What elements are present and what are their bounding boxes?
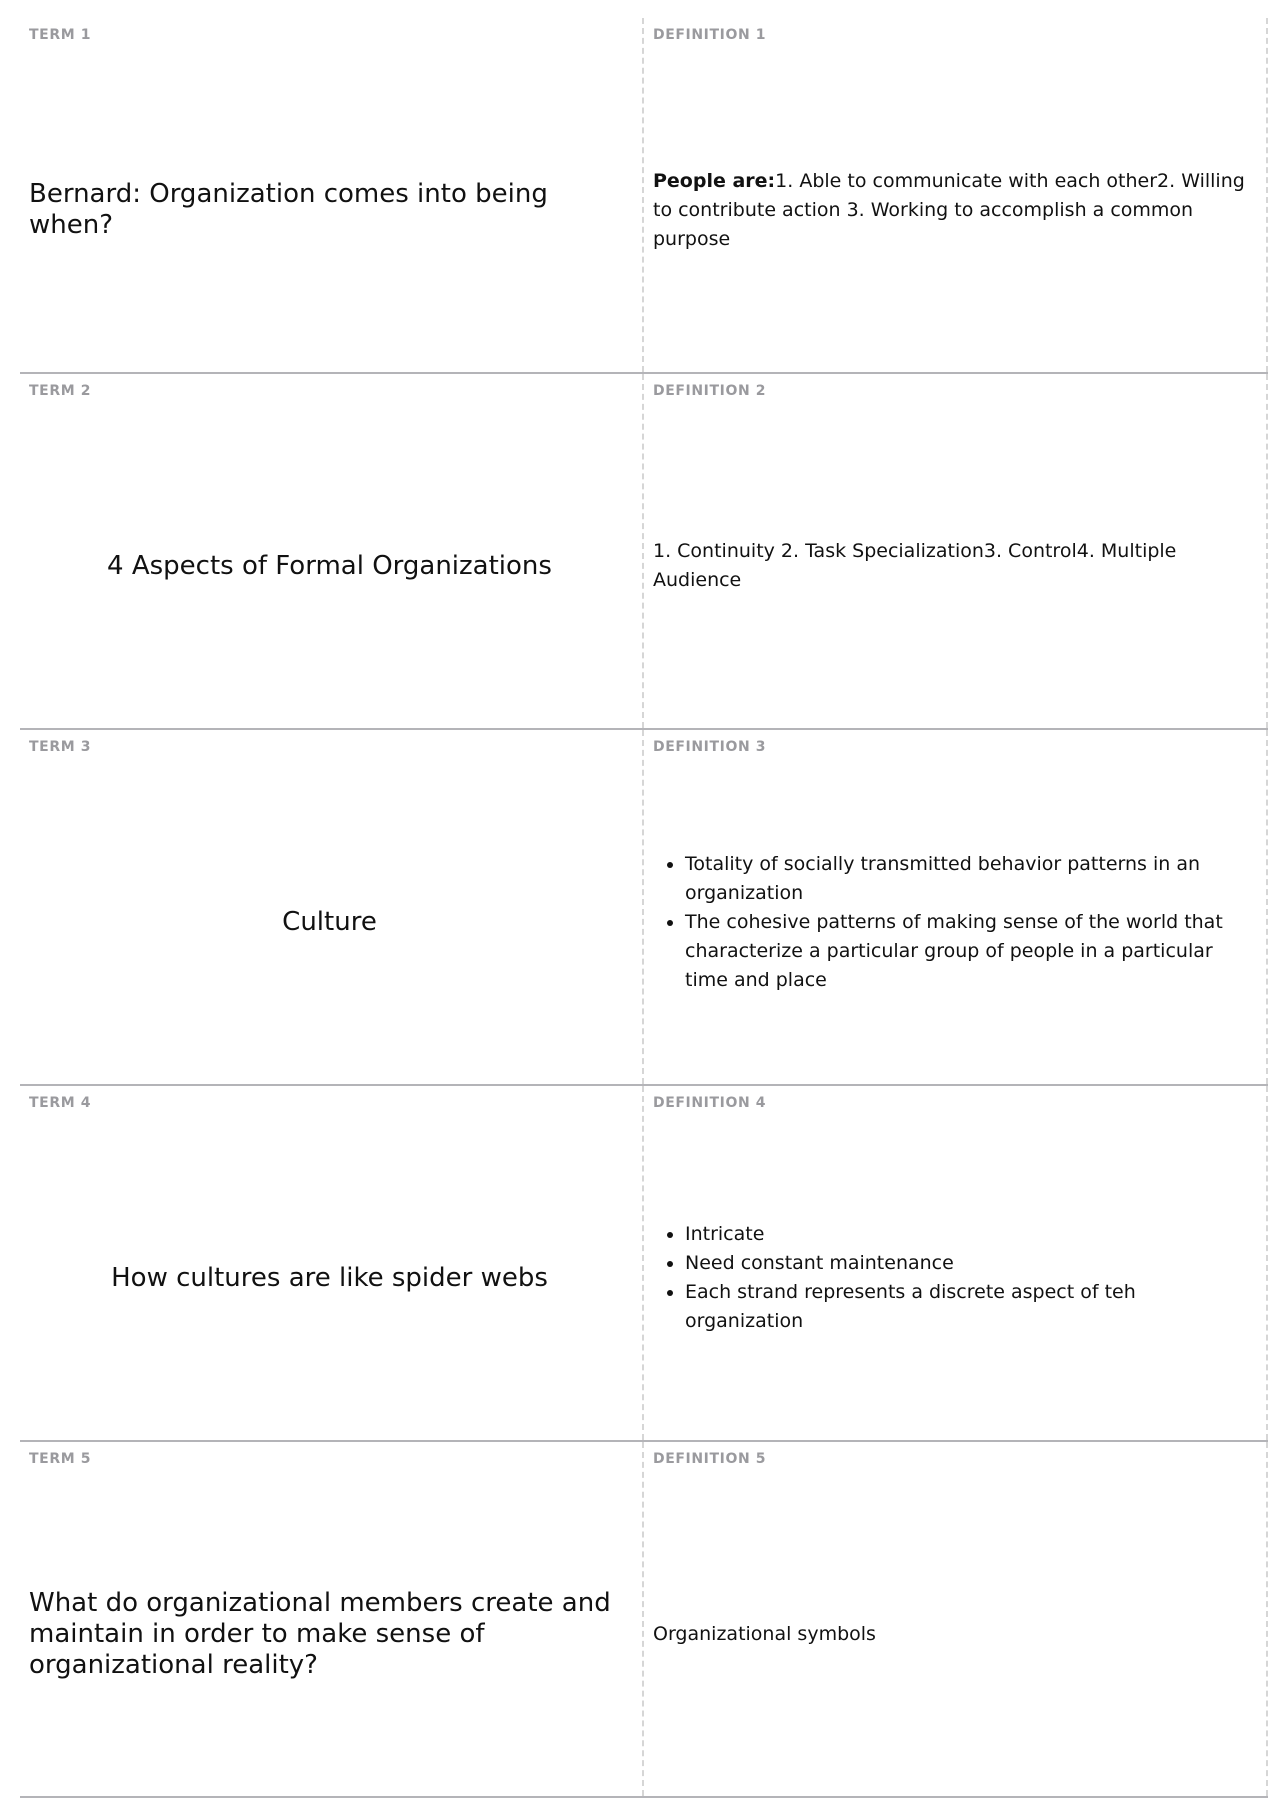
term-cell-4: [20, 1086, 644, 1440]
term-text-container-5: [29, 1482, 630, 1786]
definition-list-item: • The cohesive patterns of making sense of the world that characterize a particular group of people in a particular time and place: [685, 908, 1256, 995]
definition-container-5: [653, 1482, 1256, 1786]
term-text-container-1: [29, 58, 630, 362]
flashcard-row-2: [20, 374, 1268, 730]
definition-label-4: DEFINITION 4: [653, 1095, 767, 1111]
flashcard-row-4: [20, 1086, 1268, 1442]
term-text-5: What do organizational members create and maintain in order to make sense of organizational reality?: [29, 1587, 611, 1680]
term-text-container-4: [29, 1126, 630, 1430]
definition-label-2: DEFINITION 2: [653, 383, 767, 399]
term-label-5: TERM 5: [29, 1451, 92, 1467]
definition-list-4: [653, 1220, 1256, 1336]
flashcard-row-5: [20, 1442, 1268, 1798]
definition-body-1: 1. Able to communicate with each other2. Willing to contribute action 3. Working to accomplish a common purpose: [653, 169, 1245, 250]
definition-bold-prefix-1: People are:: [653, 169, 776, 192]
term-label-2: TERM 2: [29, 383, 92, 399]
definition-container-1: [653, 58, 1256, 362]
term-label-4: TERM 4: [29, 1095, 92, 1111]
definition-list-3: [653, 850, 1256, 995]
term-text-2: 4 Aspects of Formal Organizations: [107, 550, 552, 581]
definition-label-5: DEFINITION 5: [653, 1451, 767, 1467]
definition-container-2: [653, 414, 1256, 718]
term-label-1: TERM 1: [29, 27, 92, 43]
definition-cell-4: [644, 1086, 1268, 1440]
definition-cell-5: [644, 1442, 1268, 1796]
term-label-3: TERM 3: [29, 739, 92, 755]
term-cell-1: [20, 18, 644, 372]
definition-label-1: DEFINITION 1: [653, 27, 767, 43]
term-text-container-2: [29, 414, 630, 718]
term-text-container-3: [29, 770, 630, 1074]
term-cell-2: [20, 374, 644, 728]
definition-container-4: [653, 1126, 1256, 1430]
definition-cell-1: [644, 18, 1268, 372]
flashcard-sheet: [20, 18, 1268, 1798]
definition-list-item: • Need constant maintenance: [685, 1249, 1256, 1278]
term-cell-5: [20, 1442, 644, 1796]
definition-list-item: • Each strand represents a discrete aspect of teh organization: [685, 1278, 1256, 1336]
definition-container-3: [653, 770, 1256, 1074]
definition-text-5: Organizational symbols: [653, 1622, 876, 1645]
term-cell-3: [20, 730, 644, 1084]
term-text-1: Bernard: Organization comes into being when?: [29, 179, 548, 240]
flashcard-row-3: [20, 730, 1268, 1086]
definition-list-item: • Totality of socially transmitted behavior patterns in an organization: [685, 850, 1256, 908]
definition-text-1: [653, 167, 1256, 254]
term-text-3: Culture: [282, 906, 377, 937]
definition-cell-3: [644, 730, 1268, 1084]
definition-label-3: DEFINITION 3: [653, 739, 767, 755]
definition-text-2: 1. Continuity 2. Task Specialization3. Control4. Multiple Audience: [653, 540, 1177, 591]
flashcard-row-1: [20, 18, 1268, 374]
term-text-4: How cultures are like spider webs: [111, 1262, 548, 1293]
definition-cell-2: [644, 374, 1268, 728]
definition-list-item: • Intricate: [685, 1220, 1256, 1249]
